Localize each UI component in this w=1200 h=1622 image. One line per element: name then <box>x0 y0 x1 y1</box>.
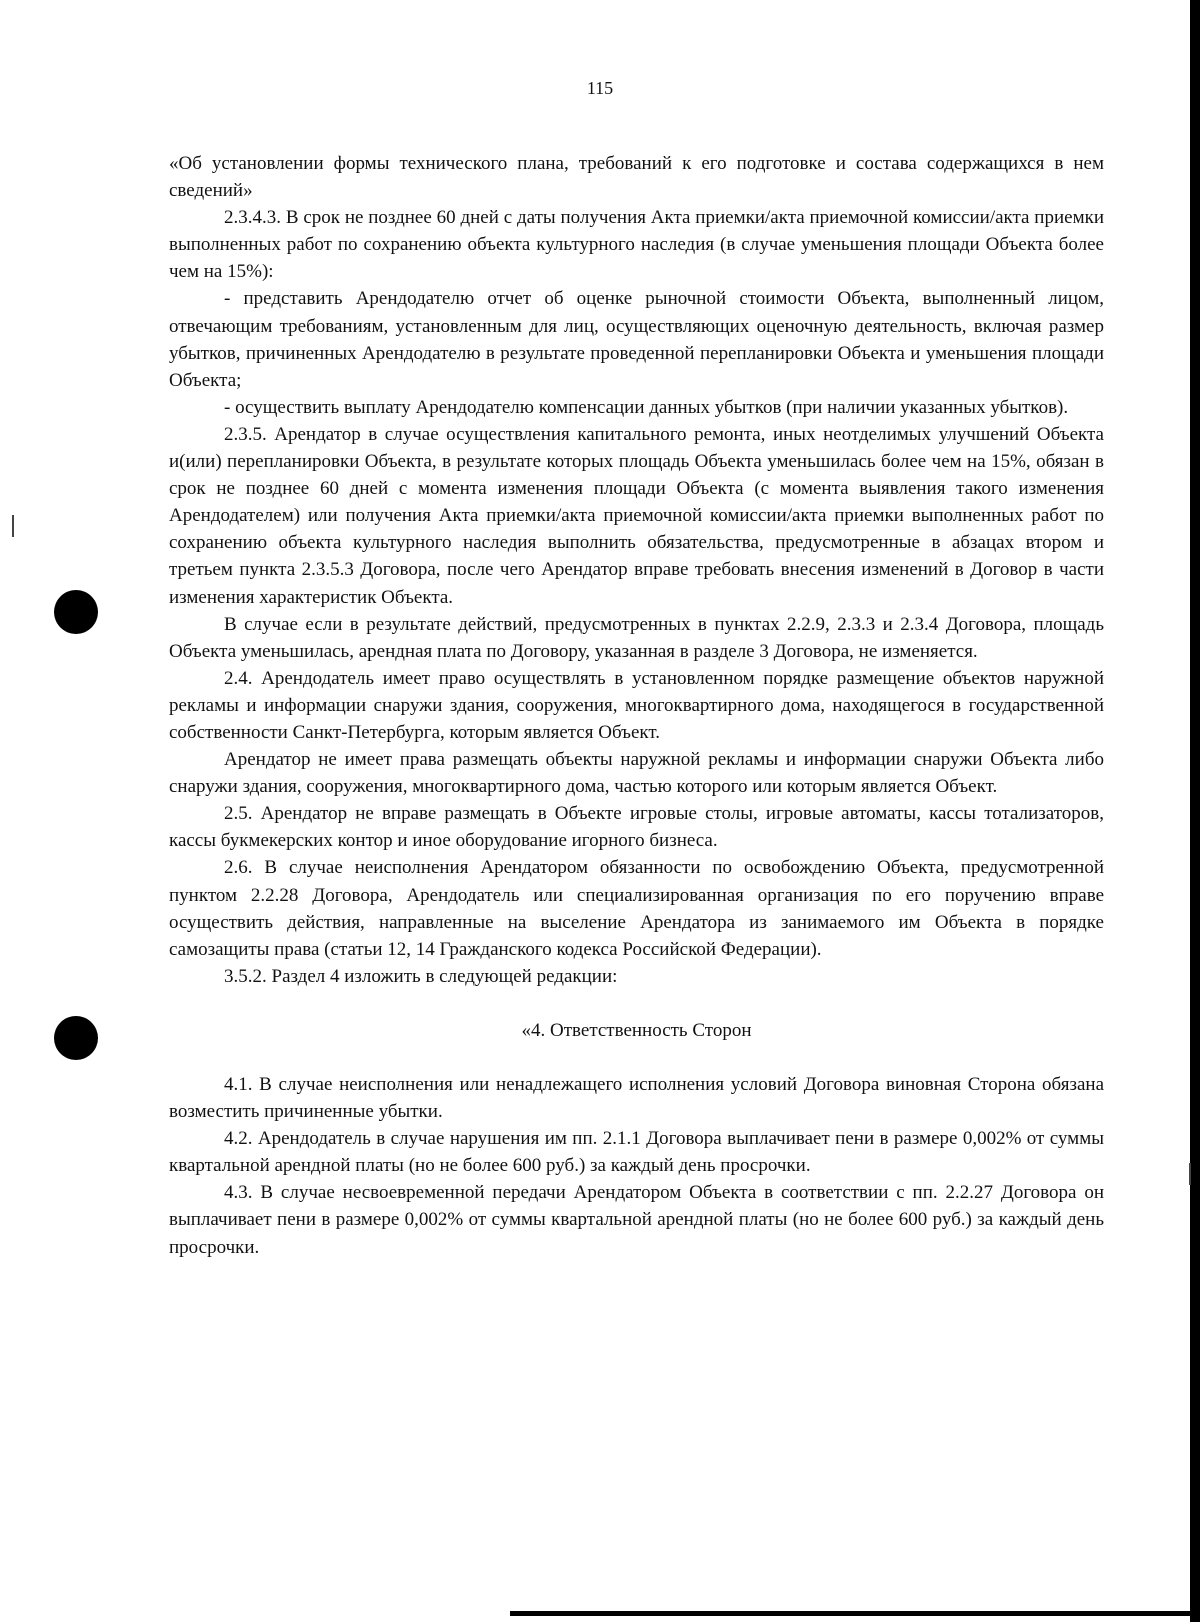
paragraph-area-decrease: В случае если в результате действий, предусмотренных в пунктах 2.2.9, 2.3.3 и 2.3.4 Договора, площадь Объекта уменьшилась, арендная плата по Договору, указанная в разделе 3 Договора, не изменяется. <box>169 613 1104 662</box>
paragraph-4-1: 4.1. В случае неисполнения или ненадлежащего исполнения условий Договора виновная Сторона обязана возместить причиненные убытки. <box>169 1074 1104 1123</box>
paragraph-2-4: 2.4. Арендодатель имеет право осуществлять в установленном порядке размещение объектов наружной рекламы и информации снаружи здания, сооружения, многоквартирного дома, находящегося в государственной собственности Санкт-Петербурга, которым является Объект. <box>169 667 1104 743</box>
document-body <box>169 150 1104 1261</box>
paragraph-2-3-4-3: 2.3.4.3. В срок не позднее 60 дней с даты получения Акта приемки/акта приемочной комиссии/акта приемки выполненных работ по сохранению объекта культурного наследия (в случае уменьшения площади Объекта более чем на 15%): <box>169 207 1104 283</box>
paragraph-3-5-2: 3.5.2. Раздел 4 изложить в следующей редакции: <box>224 965 618 987</box>
section-heading: «4. Ответственность Сторон <box>521 1019 752 1041</box>
paragraph-4-3: 4.3. В случае несвоевременной передачи Арендатором Объекта в соответствии с пп. 2.2.27 Договора он выплачивает пени в размере 0,002% от суммы квартальной арендной платы (но не более 600 руб.) за каждый день просрочки. <box>169 1182 1104 1258</box>
page-number: 115 <box>586 78 614 98</box>
scan-border-right <box>1190 0 1200 1622</box>
scan-mark-left <box>12 515 14 537</box>
paragraph-bullet-report: - представить Арендодателю отчет об оценке рыночной стоимости Объекта, выполненный лицом, отвечающим требованиям, установленным для лиц, осуществляющих оценочную деятельность, включая размер убытков, причиненных Арендодателю в результате проведенной перепланировки Объекта и уменьшения площади Объекта; <box>169 288 1104 391</box>
scan-mark-right <box>1189 1163 1191 1185</box>
scan-border-bottom <box>510 1611 1200 1616</box>
paragraph-bullet-payment: - осуществить выплату Арендодателю компенсации данных убытков (при наличии указанных убытков). <box>224 396 1069 418</box>
punch-hole-lower <box>54 1016 98 1060</box>
paragraph-2-6: 2.6. В случае неисполнения Арендатором обязанности по освобождению Объекта, предусмотренной пунктом 2.2.28 Договора, Арендодатель или специализированная организация по его поручению вправе осуществить действия, направленные на выселение Арендатора из занимаемого им Объекта в порядке самозащиты права (статьи 12, 14 Гражданского кодекса Российской Федерации). <box>169 857 1104 960</box>
paragraph-advertising-ban: Арендатор не имеет права размещать объекты наружной рекламы и информации снаружи Объекта либо снаружи здания, сооружения, многоквартирного дома, частью которого или которым является Объект. <box>169 749 1104 798</box>
paragraph-2-3-5: 2.3.5. Арендатор в случае осуществления капитального ремонта, иных неотделимых улучшений Объекта и(или) перепланировки Объекта, в результате которых площадь Объекта уменьшилась более чем на 15%, обязан в срок не позднее 60 дней с момента изменения площади Объекта (с момента выявления такого изменения Арендодателем) или получения Акта приемки/акта приемочной комиссии/акта приемки выполненных работ по сохранению объекта культурного наследия выполнить обязательства, предусмотренные в абзацах втором и третьем пункта 2.3.5.3 Договора, после чего Арендатор вправе требовать внесения изменений в Договор в части изменения характеристик Объекта. <box>169 423 1104 608</box>
paragraph-2-5: 2.5. Арендатор не вправе размещать в Объекте игровые столы, игровые автоматы, кассы тотализаторов, кассы букмекерских контор и иное оборудование игорного бизнеса. <box>169 803 1104 852</box>
paragraph-continuation: «Об установлении формы технического плана, требований к его подготовке и состава содержащихся в нем сведений» <box>169 153 1104 202</box>
punch-hole-upper <box>54 590 98 634</box>
paragraph-4-2: 4.2. Арендодатель в случае нарушения им пп. 2.1.1 Договора выплачивает пени в размере 0,002% от суммы квартальной арендной платы (но не более 600 руб.) за каждый день просрочки. <box>169 1128 1104 1177</box>
